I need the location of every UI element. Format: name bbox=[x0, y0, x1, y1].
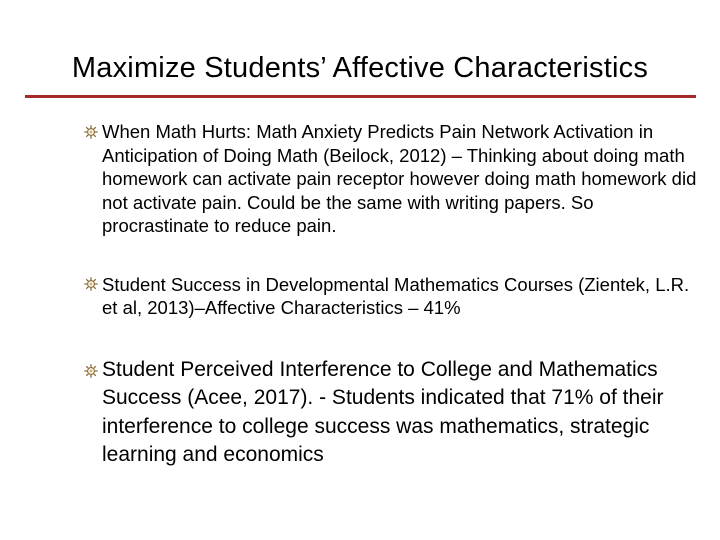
bullet-text: When Math Hurts: Math Anxiety Predicts Pain Network Activation in Anticipation of Doing Math (Beilock, 2012) – Thinking about doing math homework can activate pain receptor however doing math homework did not activate pain. Could be the same with writing papers. So procrastinate to reduce pain. bbox=[102, 121, 697, 236]
title-underline bbox=[25, 95, 696, 98]
bullet-item bbox=[84, 120, 704, 238]
bullet-item bbox=[84, 356, 704, 470]
bullet-text: Student Success in Developmental Mathematics Courses (Zientek, L.R. et al, 2013)–Affective Characteristics – 41% bbox=[102, 273, 690, 318]
bullet-list bbox=[84, 120, 704, 470]
sun-gear-icon bbox=[84, 125, 98, 139]
sun-gear-icon bbox=[84, 277, 98, 291]
bullet-item bbox=[84, 273, 704, 319]
bullet-text: Student Perceived Interference to College and Mathematics Success (Acee, 2017). - Students indicated that 71% of their interference to college success was mathematics, strategic learning and economics bbox=[102, 357, 664, 466]
slide-title: Maximize Students’ Affective Characteristics bbox=[71, 52, 649, 84]
sun-gear-icon bbox=[84, 364, 98, 378]
